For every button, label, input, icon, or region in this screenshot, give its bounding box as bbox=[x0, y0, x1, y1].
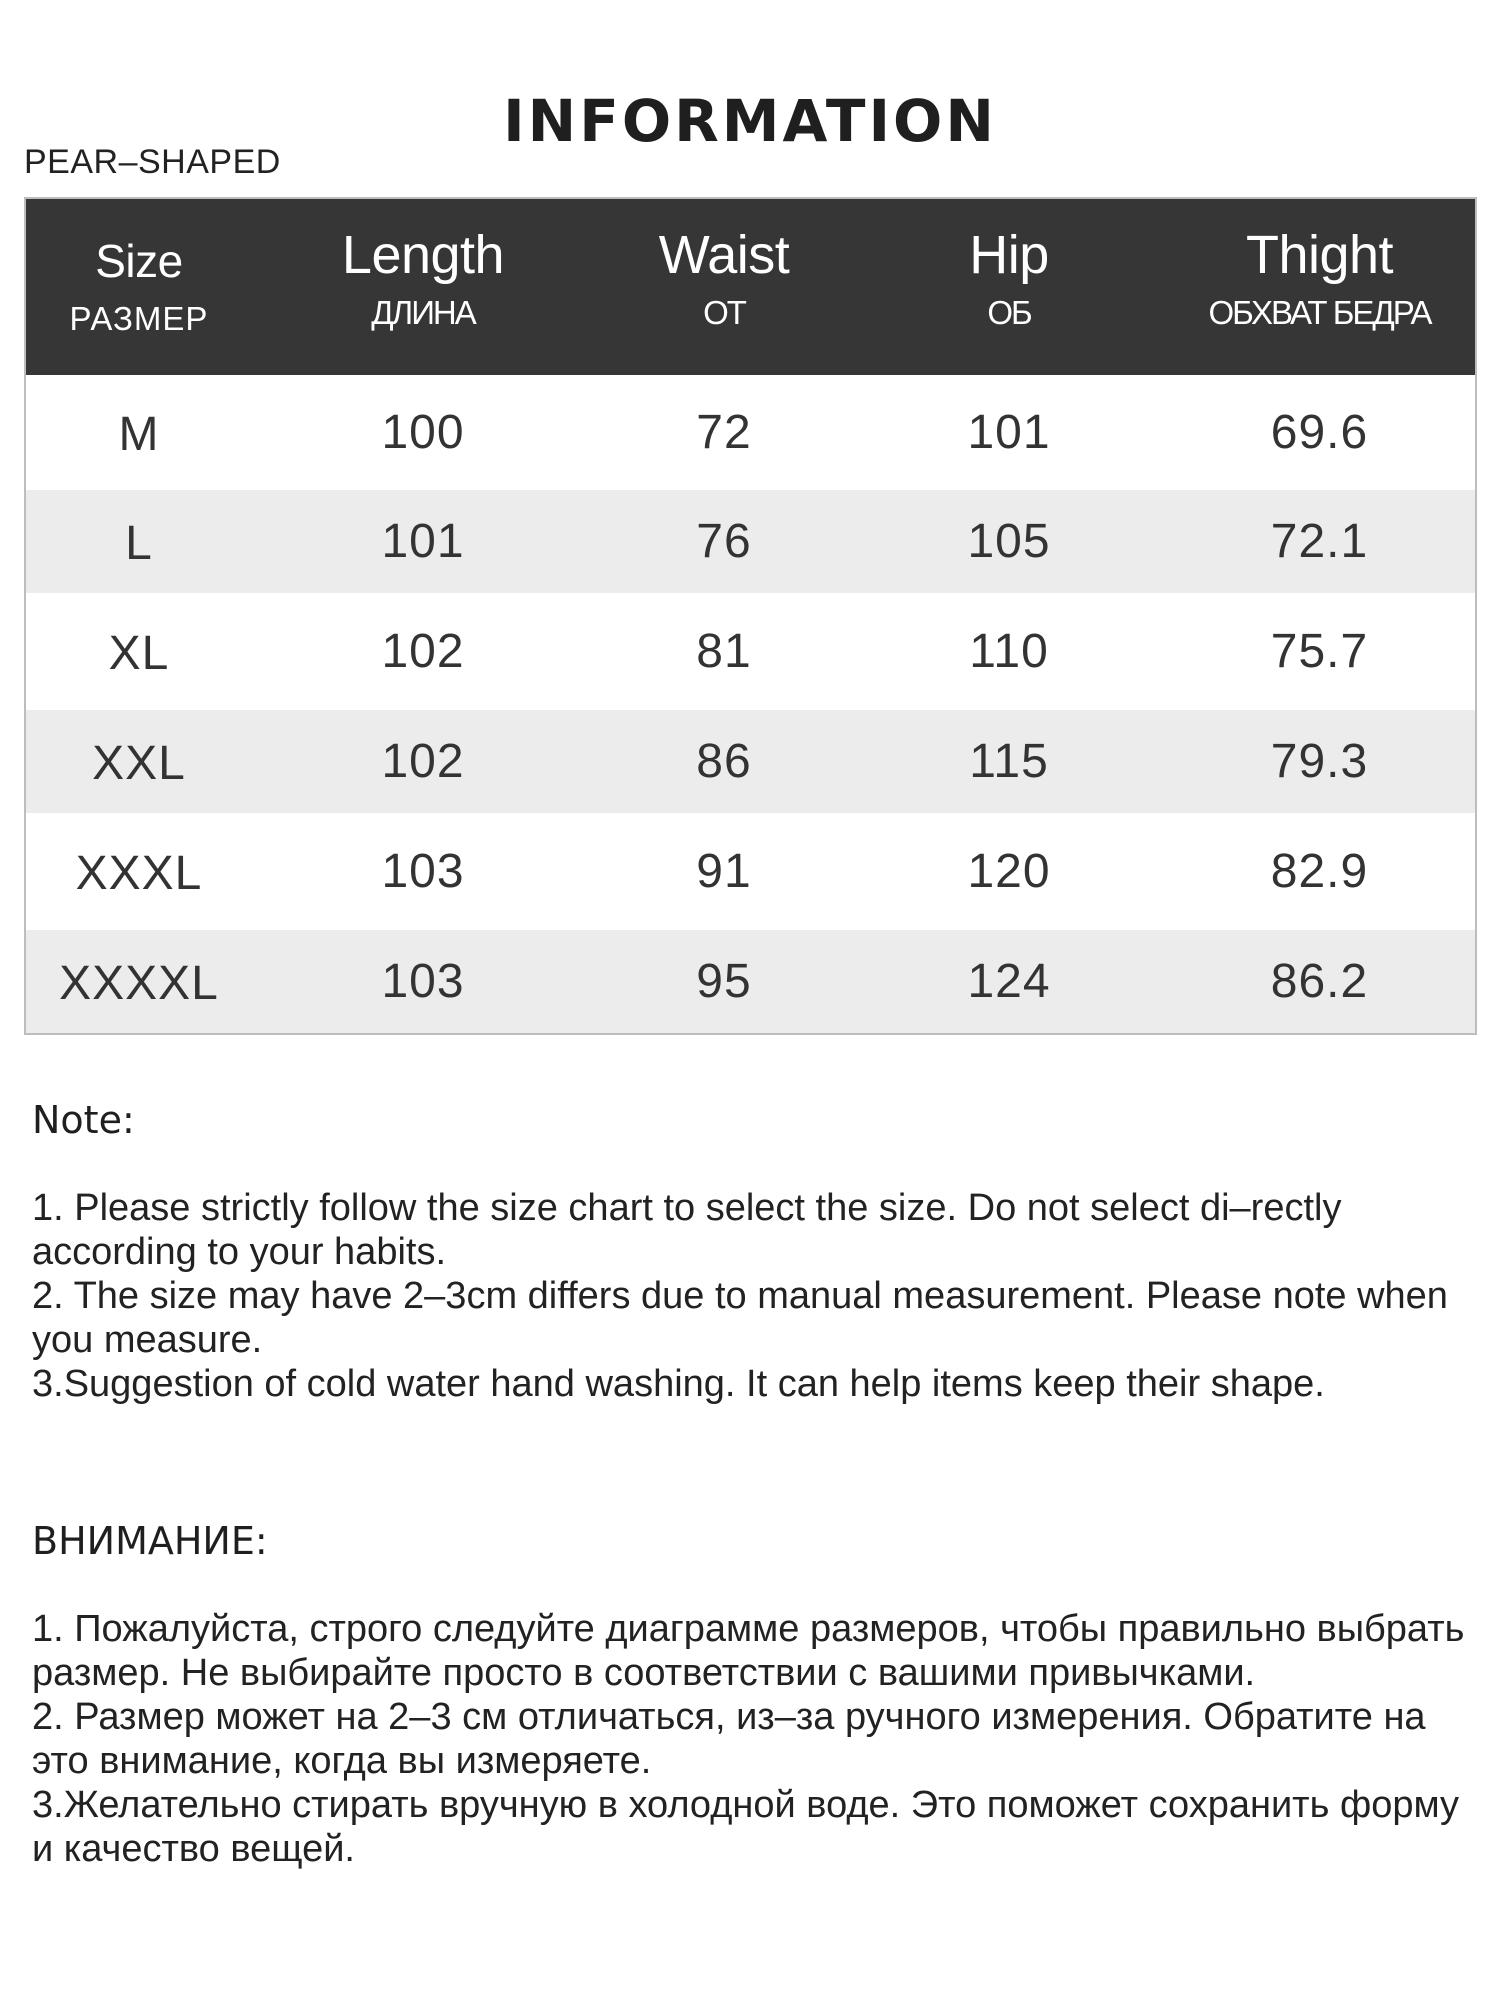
table-cell-size: XXL bbox=[92, 737, 186, 790]
table-cell-size: XXXXL bbox=[59, 957, 219, 1010]
table-cell-waist: 76 bbox=[696, 515, 752, 568]
table-cell-waist: 86 bbox=[696, 735, 752, 788]
note-item: 2. Размер может на 2–3 см отличаться, из–за ручного измерения. Обратите на это внимание, когда вы измеряете. bbox=[32, 1696, 1426, 1782]
note-item: 1. Пожалуйста, строго следуйте диаграмме размеров, чтобы правильно выбрать размер. Не выбирайте просто в соответствии с вашими привычками. bbox=[32, 1608, 1465, 1694]
column-header-length bbox=[252, 199, 594, 375]
table-cell-thigh: 75.7 bbox=[1270, 625, 1369, 678]
table-row bbox=[26, 813, 1475, 930]
table-header-row bbox=[26, 199, 1475, 375]
table-cell-thigh: 79.3 bbox=[1270, 735, 1369, 788]
table-cell-thigh: 69.6 bbox=[1270, 406, 1369, 459]
table-row bbox=[26, 375, 1475, 490]
column-header-ru: ОБХВАТ БЕДРА bbox=[1208, 294, 1431, 331]
note-heading: ВНИМАНИЕ: bbox=[32, 1519, 268, 1563]
table-cell-size: M bbox=[118, 408, 160, 461]
column-header-ru: ОТ bbox=[703, 294, 745, 331]
table-cell-thigh: 82.9 bbox=[1270, 845, 1369, 898]
body-type-label: PEAR–SHAPED bbox=[24, 143, 281, 181]
table-cell-length: 101 bbox=[381, 515, 465, 568]
table-cell-hip: 110 bbox=[969, 625, 1049, 678]
table-cell-length: 102 bbox=[381, 625, 465, 678]
column-header-en: Thight bbox=[1245, 225, 1394, 285]
column-header-ru: ОБ bbox=[987, 294, 1031, 331]
table-cell-thigh: 72.1 bbox=[1270, 515, 1369, 568]
column-header-size bbox=[26, 199, 252, 375]
column-header-en: Hip bbox=[969, 225, 1049, 285]
table-row bbox=[26, 593, 1475, 710]
column-header-en: Waist bbox=[658, 225, 790, 285]
table-cell-length: 102 bbox=[381, 735, 465, 788]
table-cell-length: 100 bbox=[381, 406, 465, 459]
note-item: 3.Suggestion of cold water hand washing. It can help items keep their shape. bbox=[32, 1363, 1325, 1405]
table-cell-hip: 101 bbox=[967, 406, 1051, 459]
table-cell-size: XXXL bbox=[75, 847, 203, 900]
column-header-hip bbox=[854, 199, 1164, 375]
table-cell-hip: 115 bbox=[969, 735, 1049, 788]
column-header-ru: РАЗМЕР bbox=[69, 300, 209, 337]
table-cell-thigh: 86.2 bbox=[1270, 955, 1369, 1008]
table-cell-hip: 120 bbox=[967, 845, 1051, 898]
table-cell-length: 103 bbox=[381, 955, 465, 1008]
table-cell-waist: 72 bbox=[696, 406, 752, 459]
note-item: 3.Желательно стирать вручную в холодной воде. Это поможет сохранить форму и качество вещей. bbox=[32, 1784, 1460, 1870]
size-chart-table bbox=[24, 197, 1477, 1035]
note-english-section bbox=[32, 1098, 1472, 1406]
table-cell-waist: 91 bbox=[696, 845, 752, 898]
column-header-thigh bbox=[1164, 199, 1475, 375]
table-cell-size: XL bbox=[108, 627, 170, 680]
note-russian-section bbox=[32, 1519, 1472, 1871]
table-row bbox=[26, 930, 1475, 1033]
column-header-en: Size bbox=[95, 235, 183, 287]
note-heading: Note: bbox=[32, 1098, 135, 1142]
note-item: 1. Please strictly follow the size chart to select the size. Do not select di–rectly according to your habits. bbox=[32, 1187, 1342, 1273]
table-row bbox=[26, 710, 1475, 813]
table-cell-hip: 124 bbox=[967, 955, 1051, 1008]
column-header-ru: ДЛИНА bbox=[371, 294, 475, 331]
column-header-waist bbox=[594, 199, 854, 375]
table-cell-size: L bbox=[125, 517, 153, 570]
table-cell-length: 103 bbox=[381, 845, 465, 898]
column-header-en: Length bbox=[341, 225, 505, 285]
table-cell-hip: 105 bbox=[967, 515, 1051, 568]
note-item: 2. The size may have 2–3cm differs due to manual measurement. Please note when you measure. bbox=[32, 1275, 1448, 1361]
page-title: INFORMATION bbox=[503, 87, 997, 155]
table-cell-waist: 95 bbox=[696, 955, 752, 1008]
table-row bbox=[26, 490, 1475, 593]
table-cell-waist: 81 bbox=[696, 625, 752, 678]
